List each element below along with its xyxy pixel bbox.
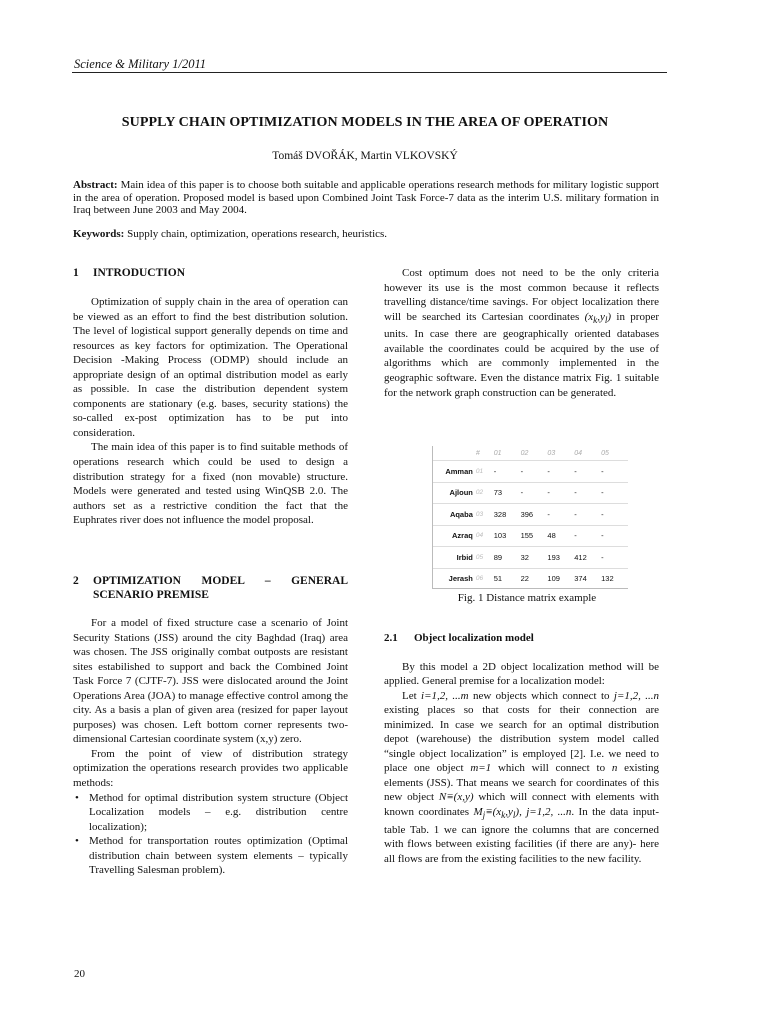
- paper-title: SUPPLY CHAIN OPTIMIZATION MODELS IN THE AREA OF OPERATION: [121, 115, 609, 130]
- keywords: [73, 228, 659, 240]
- matrix-row: [433, 482, 628, 504]
- authors: Tomáš DVOŘÁK, Martin VLKOVSKÝ: [272, 150, 458, 162]
- math-run: j=1,2, ...n: [613, 689, 659, 702]
- coord-sub-l: l: [604, 314, 608, 325]
- section-2-1-heading: [384, 631, 659, 646]
- matrix-cell: 193: [547, 547, 574, 569]
- left-column: [73, 266, 348, 528]
- keywords-text: Supply chain, optimization, operations research, heuristics.: [124, 228, 388, 240]
- section-2-1-title: Object localization model: [414, 632, 534, 644]
- math-run: N≡(x,y): [438, 791, 474, 804]
- matrix-row-name: Azraq: [433, 525, 476, 547]
- matrix-cell: 132: [601, 568, 628, 589]
- matrix-cell: -: [521, 482, 548, 504]
- running-header: Science & Military 1/2011: [74, 57, 207, 71]
- matrix-cell: 89: [494, 547, 521, 569]
- math-sub: j: [482, 810, 486, 821]
- coord-close: ): [607, 310, 612, 323]
- right-paragraph-1: [384, 266, 659, 400]
- matrix-row-name: Aqaba: [433, 504, 476, 526]
- header-rule: [72, 72, 667, 73]
- text-run: existing elements (JSS). That means we search for coordinates of this new object: [384, 762, 659, 804]
- matrix-row: [433, 568, 628, 589]
- coordinate-math: [585, 311, 611, 323]
- matrix-row: [433, 547, 628, 569]
- matrix-cell: 155: [521, 525, 548, 547]
- text-run: which will connect to: [491, 762, 612, 775]
- matrix-header-hash: #: [475, 449, 480, 457]
- coord-open: (x: [584, 310, 594, 323]
- matrix-row: [433, 461, 628, 483]
- matrix-cell: 22: [521, 568, 548, 589]
- text-run: which will connect with elements with known coordinates: [384, 791, 660, 819]
- math-run: M: [473, 806, 483, 819]
- matrix-cell: 109: [547, 568, 574, 589]
- matrix-row: [433, 504, 628, 526]
- right-column: [384, 266, 659, 400]
- matrix-row-name: Amman: [433, 461, 476, 483]
- bullet-item: [73, 834, 348, 878]
- section-2-title: OPTIMIZATION MODEL – GENERAL SCENARIO PREMISE: [93, 575, 348, 601]
- matrix-cell: -: [574, 525, 601, 547]
- math-run: ), j=1,2, ...n: [515, 806, 572, 819]
- matrix-row-id: 02: [476, 482, 494, 504]
- matrix-cell: 396: [521, 504, 548, 526]
- matrix-cell: -: [574, 461, 601, 483]
- matrix-cell: 32: [521, 547, 548, 569]
- matrix-row-name: Irbid: [433, 547, 476, 569]
- matrix-row-id: 01: [476, 461, 494, 483]
- matrix-row-id: 05: [476, 547, 494, 569]
- section-1-heading: [73, 266, 348, 280]
- matrix-cell: -: [547, 461, 574, 483]
- intro-paragraph-2: The main idea of this paper is to find suitable methods of operations research which could be used to design a distribution strategy for a fixed (non movable) structure. Models were generated and tested using WinQSB 2.0. The authors set as a restrictive condition the fact that the Euphrates river does not influence the model proposal.: [73, 441, 348, 527]
- matrix-cell: 412: [574, 547, 601, 569]
- text-run: existing places so that costs for their connection are minimized. In case we search for an optimal distribution depot (warehouse) the distribution system model called “single object localization” is employed [2]. I.e. we need to place one object: [384, 704, 659, 775]
- bullet-dot: •: [75, 835, 79, 848]
- section-2-paragraph-1: For a model of fixed structure case a scenario of Joint Security Stations (JSS) around the city Baghdad (Iraq) area was chosen. The JSS originally combat outposts are resistant sites estabilished to support and back the Combined Joint Task Force 7 (CJTF-7). JSS were dislocated around the Joint Operations Area (JOA) to manage effective control among the city. As a basis a plan of given area (resized for paper layout purposes) was chosen. Left bottom corner represents two-dimensional Cartesian coordinate system (x,y) zero.: [73, 617, 348, 746]
- matrix-cell: -: [494, 461, 521, 483]
- matrix-cell: -: [547, 504, 574, 526]
- math-run: m=1: [470, 762, 492, 775]
- distance-matrix-table: [433, 446, 628, 589]
- section-1-number: 1: [73, 267, 79, 279]
- bullet-dot: •: [75, 791, 79, 804]
- figure-caption: Fig. 1 Distance matrix example: [457, 592, 597, 604]
- section-1-title: INTRODUCTION: [93, 267, 186, 279]
- matrix-cell: -: [601, 461, 628, 483]
- abstract-label: Abstract:: [73, 179, 118, 191]
- bullet-text: Method for transportation routes optimization (Optimal distribution chain between system elements – typically Travelling Salesman problem).: [89, 835, 348, 877]
- matrix-cell: -: [574, 482, 601, 504]
- text-run: Let: [402, 689, 422, 702]
- matrix-header-cell: 04: [574, 449, 583, 457]
- math-run: n: [611, 762, 618, 775]
- matrix-row-id: 04: [476, 525, 494, 547]
- bullet-text: Method for optimal distribution system structure (Object Localization models – e.g. distribution centre localization);: [89, 791, 348, 833]
- matrix-cell: -: [601, 547, 628, 569]
- section-2-paragraph-2: From the point of view of distribution strategy optimization the operations research provides two applicable methods:: [73, 747, 348, 790]
- matrix-cell: -: [547, 482, 574, 504]
- section-2-heading: [73, 574, 348, 602]
- text-run: . In the data input-table Tab. 1 we can ignore the columns that are concerned with flows between existing facilities (if there are any)- here all flows are from the existing facilities to the new facility.: [384, 806, 659, 865]
- right-column-section-21: [384, 631, 659, 866]
- right-p1-text-a: Cost optimum does not need to be the only criteria however its use is the most common because it reflects travelling distance/time savings. For object localization there will be searched its Cartesian coordinates: [384, 267, 659, 323]
- matrix-header-row: [433, 446, 628, 461]
- distance-matrix-figure: [432, 446, 628, 589]
- matrix-header-cell: 03: [547, 449, 556, 457]
- matrix-cell: 73: [494, 482, 521, 504]
- page-number: 20: [74, 968, 85, 980]
- section-2-1-number: 2.1: [384, 632, 398, 644]
- math-sub: k: [501, 810, 506, 821]
- matrix-row: [433, 525, 628, 547]
- section-2-1-paragraph-1: By this model a 2D object localization method will be applied. General premise for a localization model:: [384, 660, 659, 688]
- abstract-text: Main idea of this paper is to choose both suitable and applicable operations research methods for military logistic support in the area of operation. Proposed model is based upon Combined Joint Task Force-7 data as the interim U.S. military formation in Iraq between June 2003 and May 2004.: [73, 179, 659, 216]
- matrix-cell: 103: [494, 525, 521, 547]
- abstract: [73, 179, 659, 217]
- matrix-cell: -: [601, 525, 628, 547]
- matrix-row-id: 06: [476, 568, 494, 589]
- section-2-1-paragraph-2: [384, 689, 659, 867]
- left-column-section-2: [73, 574, 348, 878]
- matrix-cell: -: [601, 504, 628, 526]
- coord-mid: ,y: [597, 310, 605, 323]
- math-run: ,y: [505, 806, 513, 819]
- matrix-cell: 48: [547, 525, 574, 547]
- math-run: i=1,2, ...m: [421, 689, 469, 702]
- matrix-row-name: Jerash: [433, 568, 476, 589]
- matrix-cell: -: [574, 504, 601, 526]
- section-2-number: 2: [73, 575, 79, 587]
- matrix-cell: 51: [494, 568, 521, 589]
- matrix-row-name: Ajloun: [433, 482, 476, 504]
- matrix-header-cell: 01: [493, 449, 502, 457]
- matrix-cell: 328: [494, 504, 521, 526]
- right-p1-text-b: in proper units. In case there are geographically oriented databases available the coordinates could be acquired by the use of algorithms which are commonly implemented in the geographic software. Even the distance matrix Fig. 1 suitable for the network graph construction can be generated.: [384, 310, 660, 399]
- math-run: ≡(x: [485, 806, 502, 819]
- matrix-corner: [433, 446, 476, 461]
- matrix-cell: -: [521, 461, 548, 483]
- bullet-item: [73, 791, 348, 835]
- matrix-header-cell: 05: [601, 449, 609, 457]
- math-sub: l: [512, 810, 516, 821]
- intro-paragraph-1: Optimization of supply chain in the area of operation can be viewed as an effort to find the best distribution solution. The level of logistical support generally depends on time and resources as key factors for optimization. The Operational Decision -Making Process (ODMP) should include an appropriate design of an optimal distribution model as early as possible. In case the distribution dependent system components are stationary (e.g. bases, security stations) the so-called ex-post optimization has to be put into consideration.: [73, 296, 348, 439]
- text-run: new objects which connect to: [468, 689, 614, 702]
- matrix-cell: 374: [574, 568, 601, 589]
- keywords-label: Keywords:: [73, 228, 125, 240]
- coord-sub-k: k: [593, 314, 598, 325]
- matrix-row-id: 03: [476, 504, 494, 526]
- matrix-cell: -: [601, 482, 628, 504]
- matrix-header-cell: 02: [520, 449, 529, 457]
